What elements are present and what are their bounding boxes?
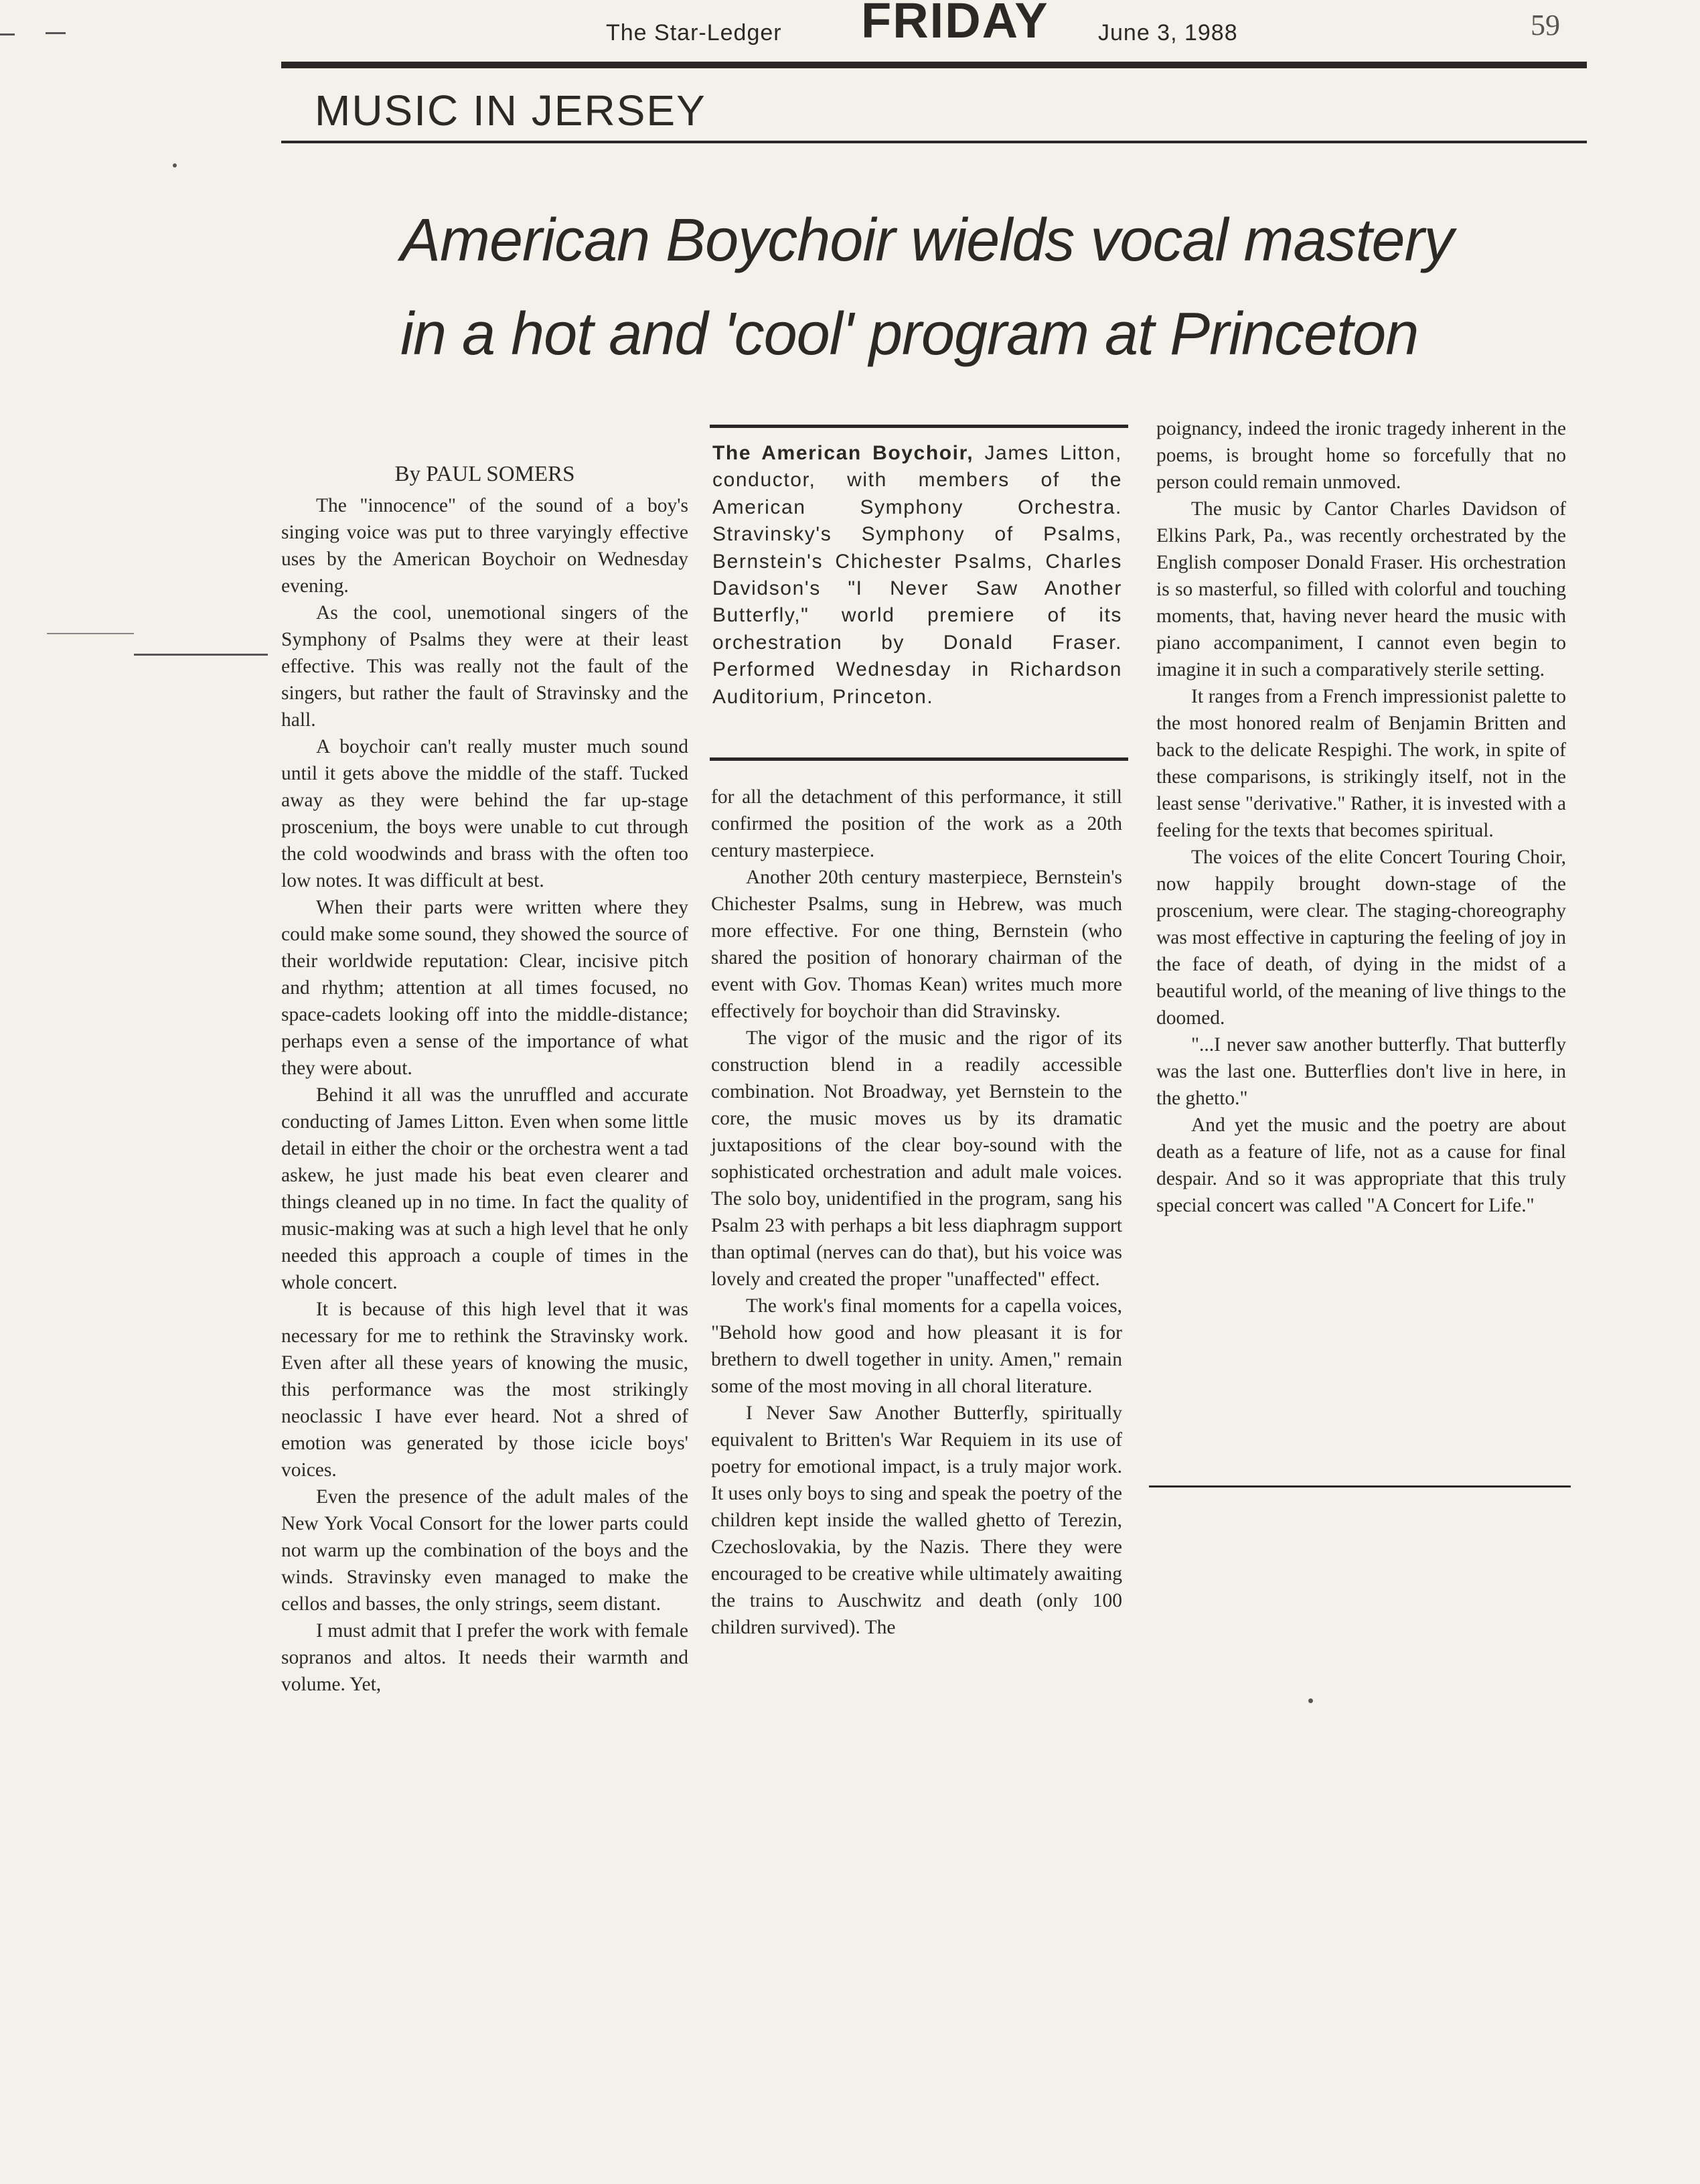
scan-mark bbox=[173, 163, 177, 167]
paragraph: The voices of the elite Concert Touring Choir, now happily brought down-stage of the proscenium, were clear. The staging-choreography was most effective in capturing the feeling of joy in the face of death, of dying in the midst of a beautiful world, of the meaning of live things to the doomed. bbox=[1156, 847, 1566, 1029]
paragraph: poignancy, indeed the ironic tragedy inherent in the poems, is brought home so forcefully that no person could remain unmoved. bbox=[1156, 418, 1566, 493]
newspaper-name: The Star-Ledger bbox=[606, 20, 782, 46]
paragraph: I Never Saw Another Butterfly, spiritually equivalent to Britten's War Requiem in its use of poetry for emotional impact, is a truly major work. It uses only boys to sing and speak the poetry of the children kept inside the walled ghetto of Terezin, Czechoslovakia, by the Nazis. There they were encouraged to be creative while ultimately awaiting the trains to Auschwitz and death (only 100 children survived). The bbox=[711, 1402, 1122, 1638]
program-info-body: James Litton, conductor, with members of the American Symphony Orchestra. Stravinsky's Symphony of Psalms, Bernstein's Chichester Psalms, Charles Davidson's "I Never Saw Another Butterfly," world premiere of its orchestration by Donald Fraser. Performed Wednesday in Richardson Auditorium, Princeton. bbox=[712, 442, 1122, 708]
headline bbox=[400, 194, 1592, 381]
headline-line-1: American Boychoir wields vocal mastery bbox=[400, 207, 1454, 274]
section-title: MUSIC IN JERSEY bbox=[315, 86, 706, 135]
paragraph: A boychoir can't really muster much sound until it gets above the middle of the staff. Tucked away as they were behind the far up-stage proscenium, the boys were unable to cut through the cold woodwinds and brass with the often too low notes. It was difficult at best. bbox=[281, 736, 688, 891]
scan-mark bbox=[1308, 1698, 1313, 1703]
paragraph: I must admit that I prefer the work with female sopranos and altos. It needs their warmth and volume. Yet, bbox=[281, 1620, 688, 1695]
paragraph: It ranges from a French impressionist palette to the most honored realm of Benjamin Britten and back to the delicate Respighi. The work, in spite of these comparisons, is strikingly itself, not in the least sense "derivative." Rather, it is invested with a feeling for the texts that becomes spiritual. bbox=[1156, 686, 1566, 841]
masthead-rule bbox=[281, 62, 1587, 68]
paragraph: It is because of this high level that it was necessary for me to rethink the Stravinsky work. Even after all these years of knowing the music, this performance was the most strikingly neoclassic I have ever heard. Not a shred of emotion was generated by those icicle boys' voices. bbox=[281, 1299, 688, 1481]
page-number: 59 bbox=[1531, 9, 1560, 42]
scan-mark bbox=[47, 633, 134, 634]
paragraph: And yet the music and the poetry are about death as a feature of life, not as a cause for final despair. And so it was appropriate that this truly special concert was called "A Concert for Life." bbox=[1156, 1114, 1566, 1216]
paragraph: Another 20th century masterpiece, Bernstein's Chichester Psalms, sung in Hebrew, was much more effective. For one thing, Bernstein (who shared the position of honorary chairman of the event with Gov. Thomas Kean) writes much more effectively for boychoir than did Stravinsky. bbox=[711, 867, 1122, 1022]
headline-line-2: in a hot and 'cool' program at Princeton bbox=[400, 300, 1419, 368]
paragraph: When their parts were written where they could make some sound, they showed the source of their worldwide reputation: Clear, incisive pitch and rhythm; attention at all times focused, no space-cadets looking off into the middle-distance; perhaps even a sense of the importance of what they were about. bbox=[281, 897, 688, 1079]
scan-mark bbox=[134, 654, 268, 656]
article-column-1 bbox=[281, 462, 688, 1698]
scan-mark bbox=[0, 33, 15, 35]
paragraph: The music by Cantor Charles Davidson of Elkins Park, Pa., was recently orchestrated by the English composer Donald Fraser. His orchestration is so masterful, so filled with colorful and touching moments, that, having never heard the music with piano accompaniment, I cannot even begin to imagine it in such a comparatively sterile setting. bbox=[1156, 498, 1566, 680]
masthead bbox=[281, 0, 1587, 60]
program-info-lead: The American Boychoir, bbox=[712, 442, 974, 464]
article-column-2 bbox=[711, 784, 1122, 1641]
paragraph: As the cool, unemotional singers of the Symphony of Psalms they were at their least effective. This was really not the fault of the singers, but rather the fault of Stravinsky and the hall. bbox=[281, 602, 688, 731]
scan-mark bbox=[46, 32, 66, 34]
paragraph: Even the presence of the adult males of the New York Vocal Consort for the lower parts could not warm up the combination of the boys and the winds. Stravinsky even managed to make the cellos and basses, the only strings, seem distant. bbox=[281, 1486, 688, 1615]
issue-date: June 3, 1988 bbox=[1098, 20, 1238, 46]
paragraph: for all the detachment of this performance, it still confirmed the position of the work as a 20th century masterpiece. bbox=[711, 786, 1122, 861]
program-info-box bbox=[710, 425, 1128, 761]
article-column-3 bbox=[1156, 415, 1566, 1219]
byline: By PAUL SOMERS bbox=[394, 462, 575, 486]
article-end-rule bbox=[1149, 1485, 1571, 1487]
paragraph: The vigor of the music and the rigor of its construction blend in a readily accessible combination. Not Broadway, yet Bernstein to the core, the music moves us by its dramatic juxtapositions of the clear boy-sound with the sophisticated orchestration and adult male voices. The solo boy, unidentified in the program, sang his Psalm 23 with perhaps a bit less diaphragm support than optimal (nerves can do that), but his voice was lovely and created the proper "unaffected" effect. bbox=[711, 1027, 1122, 1290]
section-rule bbox=[281, 141, 1587, 143]
paragraph: The work's final moments for a capella voices, "Behold how good and how pleasant it is for brethern to dwell together in unity. Amen," remain some of the most moving in all choral literature. bbox=[711, 1295, 1122, 1397]
day-label: FRIDAY bbox=[861, 0, 1049, 48]
paragraph: Behind it all was the unruffled and accurate conducting of James Litton. Even when some little detail in either the choir or the orchestra went a tad askew, he just made his beat even clearer and things cleaned up in no time. In fact the quality of music-making was at such a high level that he only needed this approach a couple of times in the whole concert. bbox=[281, 1084, 688, 1293]
program-info-text bbox=[712, 440, 1122, 711]
paragraph: The "innocence" of the sound of a boy's singing voice was put to three varyingly effective uses by the American Boychoir on Wednesday evening. bbox=[281, 495, 688, 597]
paragraph: "...I never saw another butterfly. That butterfly was the last one. Butterflies don't live in here, in the ghetto." bbox=[1156, 1034, 1566, 1109]
